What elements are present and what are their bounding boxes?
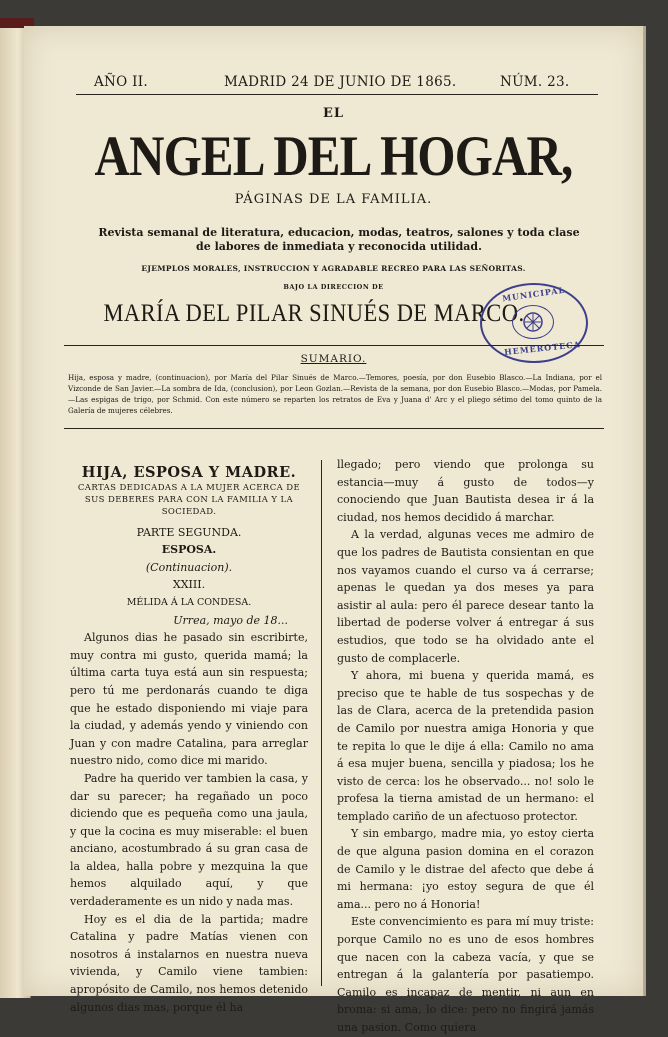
masthead-title: ANGEL DEL HOGAR, xyxy=(94,125,573,188)
paragraph: Algunos dias he pasado sin escribirte, muy contra mi gusto, querida mamá; la última carta tuya está aun sin respuesta; pero tú me perdonarás cuando te diga que he estado disponiendo mi viaje para la ciudad, y además yendo y viniendo con Juan y con madre Catalina, para arreglar nuestro nido, como dice mi marido. xyxy=(70,631,308,768)
paragraph: Este convencimiento es para mí muy triste: porque Camilo no es uno de esos hombres que nacen con la cabeza vacía, y que se entregan á la galantería por pasatiempo. Camilo es incapaz de mentir, ni aun en broma: si ama, lo dice: pero no fingirá jamás una pasion. Como quiera xyxy=(337,915,594,1034)
paragraph: Y ahora, mi buena y querida mamá, es preciso que te hable de tus sospechas y de las de Clara, acerca de la pretendida pasion de Camilo por nuestra amiga Honoria y que te repita lo que le dije á ella: Camilo no ama á esa mujer buena, sencilla y piadosa; los he visto de cerca: los he observado... no! solo le profesa la tierna amistad de un hermano: el templado cariño de un afectuoso protector. xyxy=(337,669,594,823)
newspaper-page xyxy=(24,26,643,1034)
issue-date: MADRID 24 DE JUNIO DE 1865. xyxy=(224,74,457,90)
summary-heading: SUMARIO. xyxy=(300,353,367,365)
stamp-emblem-icon xyxy=(512,305,554,339)
paragraph: Hoy es el dia de la partida; madre Catalina y padre Matías vienen con nosotros á instalarnos en nuestra nueva vivienda, y Camilo viene tambien: apropósito de Camilo, nos hemos detenido algunos dias mas, porque él ha xyxy=(70,912,308,1014)
article-section: ESPOSA. xyxy=(161,543,217,557)
summary-text: Hija, esposa y madre, (continuacion), por María del Pilar Sinués de Marco.—Temores, poesía, por don Eusebio Blasco.—La Indiana, por el Vizconde de San Javier.—La sombra de Ida, (conclusion), por Leon Gozlan.—Revista de la semana, por don Eusebio Blasco.—Modas, por Pamela.—Las espigas de trigo, por Schmid. Con este número se reparten los retratos de Eva y Juana d' Arc y el pliego sétimo del tomo quinto de la Galería de mujeres célebres. xyxy=(68,373,602,415)
issue-year: AÑO II. xyxy=(94,74,148,90)
article-column-left xyxy=(70,464,308,1016)
article-part: PARTE SEGUNDA. xyxy=(136,525,242,539)
header-rule xyxy=(76,94,598,95)
paragraph: Padre ha querido ver tambien la casa, y dar su parecer; ha regañado un poco diciendo que es pequeña como una jaula, y que la cocina es muy miserable: el buen anciano, acostumbrado á su gran casa de la aldea, halla pobre y mezquina la que hemos alquilado aquí, y que verdaderamente es un nido y nada mas. xyxy=(70,771,308,909)
letter-place-date: Urrea, mayo de 18... xyxy=(173,613,288,627)
paragraph: Y sin embargo, madre mia, yo estoy cierta de que alguna pasion domina en el corazon de Camilo y le distrae del afecto que debe á mi hermana: ¡yo estoy segura de que él ama... pero no á Honoria! xyxy=(337,827,594,911)
masthead-description: Revista semanal de literatura, educacion, modas, teatros, salones y toda clase de labores de inmediata y reconocida utilidad. xyxy=(98,226,580,253)
masthead-subtitle: PÁGINAS DE LA FAMILIA. xyxy=(234,192,433,207)
paragraph: llegado; pero viendo que prolonga su estancia—muy á gusto de todos—y conociendo que Juan Bautista desea ir á la ciudad, nos hemos decidido á marchar. xyxy=(337,458,594,524)
column-divider xyxy=(321,460,322,986)
director-name: MARÍA DEL PILAR SINUÉS DE MARCO. xyxy=(103,300,525,327)
paragraph: A la verdad, algunas veces me admiro de que los padres de Bautista consientan en que nos vayamos cuando el curso va á cerrarse; apenas le quedan ya dos meses ya para asistir al aula: pero él parece desear tanto la libertad de poderse volver á entregar á sus estudios, que todo se ha olvidado ante el gusto de complacerle. xyxy=(337,528,594,665)
direction-label: BAJO LA DIRECCION DE xyxy=(283,283,384,291)
summary-rule xyxy=(64,428,604,429)
article-column-right xyxy=(337,456,594,1037)
library-stamp xyxy=(480,283,588,363)
stamp-bottom-text: HEMEROTECA xyxy=(503,339,582,357)
masthead-article: EL xyxy=(322,106,345,121)
letter-addressee: MÉLIDA Á LA CONDESA. xyxy=(126,596,252,608)
issue-number: NÚM. 23. xyxy=(500,74,570,90)
article-title: HIJA, ESPOSA Y MADRE. xyxy=(81,464,297,481)
stamp-top-text: MUNICIPAL xyxy=(501,284,566,304)
article-subtitle: CARTAS DEDICADAS A LA MUJER ACERCA DE SUS DEBERES PARA CON LA FAMILIA Y LA SOCIEDAD. xyxy=(77,482,301,517)
masthead-tagline: EJEMPLOS MORALES, INSTRUCCION Y AGRADABLE RECREO PARA LAS SEÑORITAS. xyxy=(141,264,526,273)
article-continuation: (Continuacion). xyxy=(145,560,233,574)
letter-number: XXIII. xyxy=(172,578,206,592)
masthead-bottom-rule xyxy=(64,345,604,346)
